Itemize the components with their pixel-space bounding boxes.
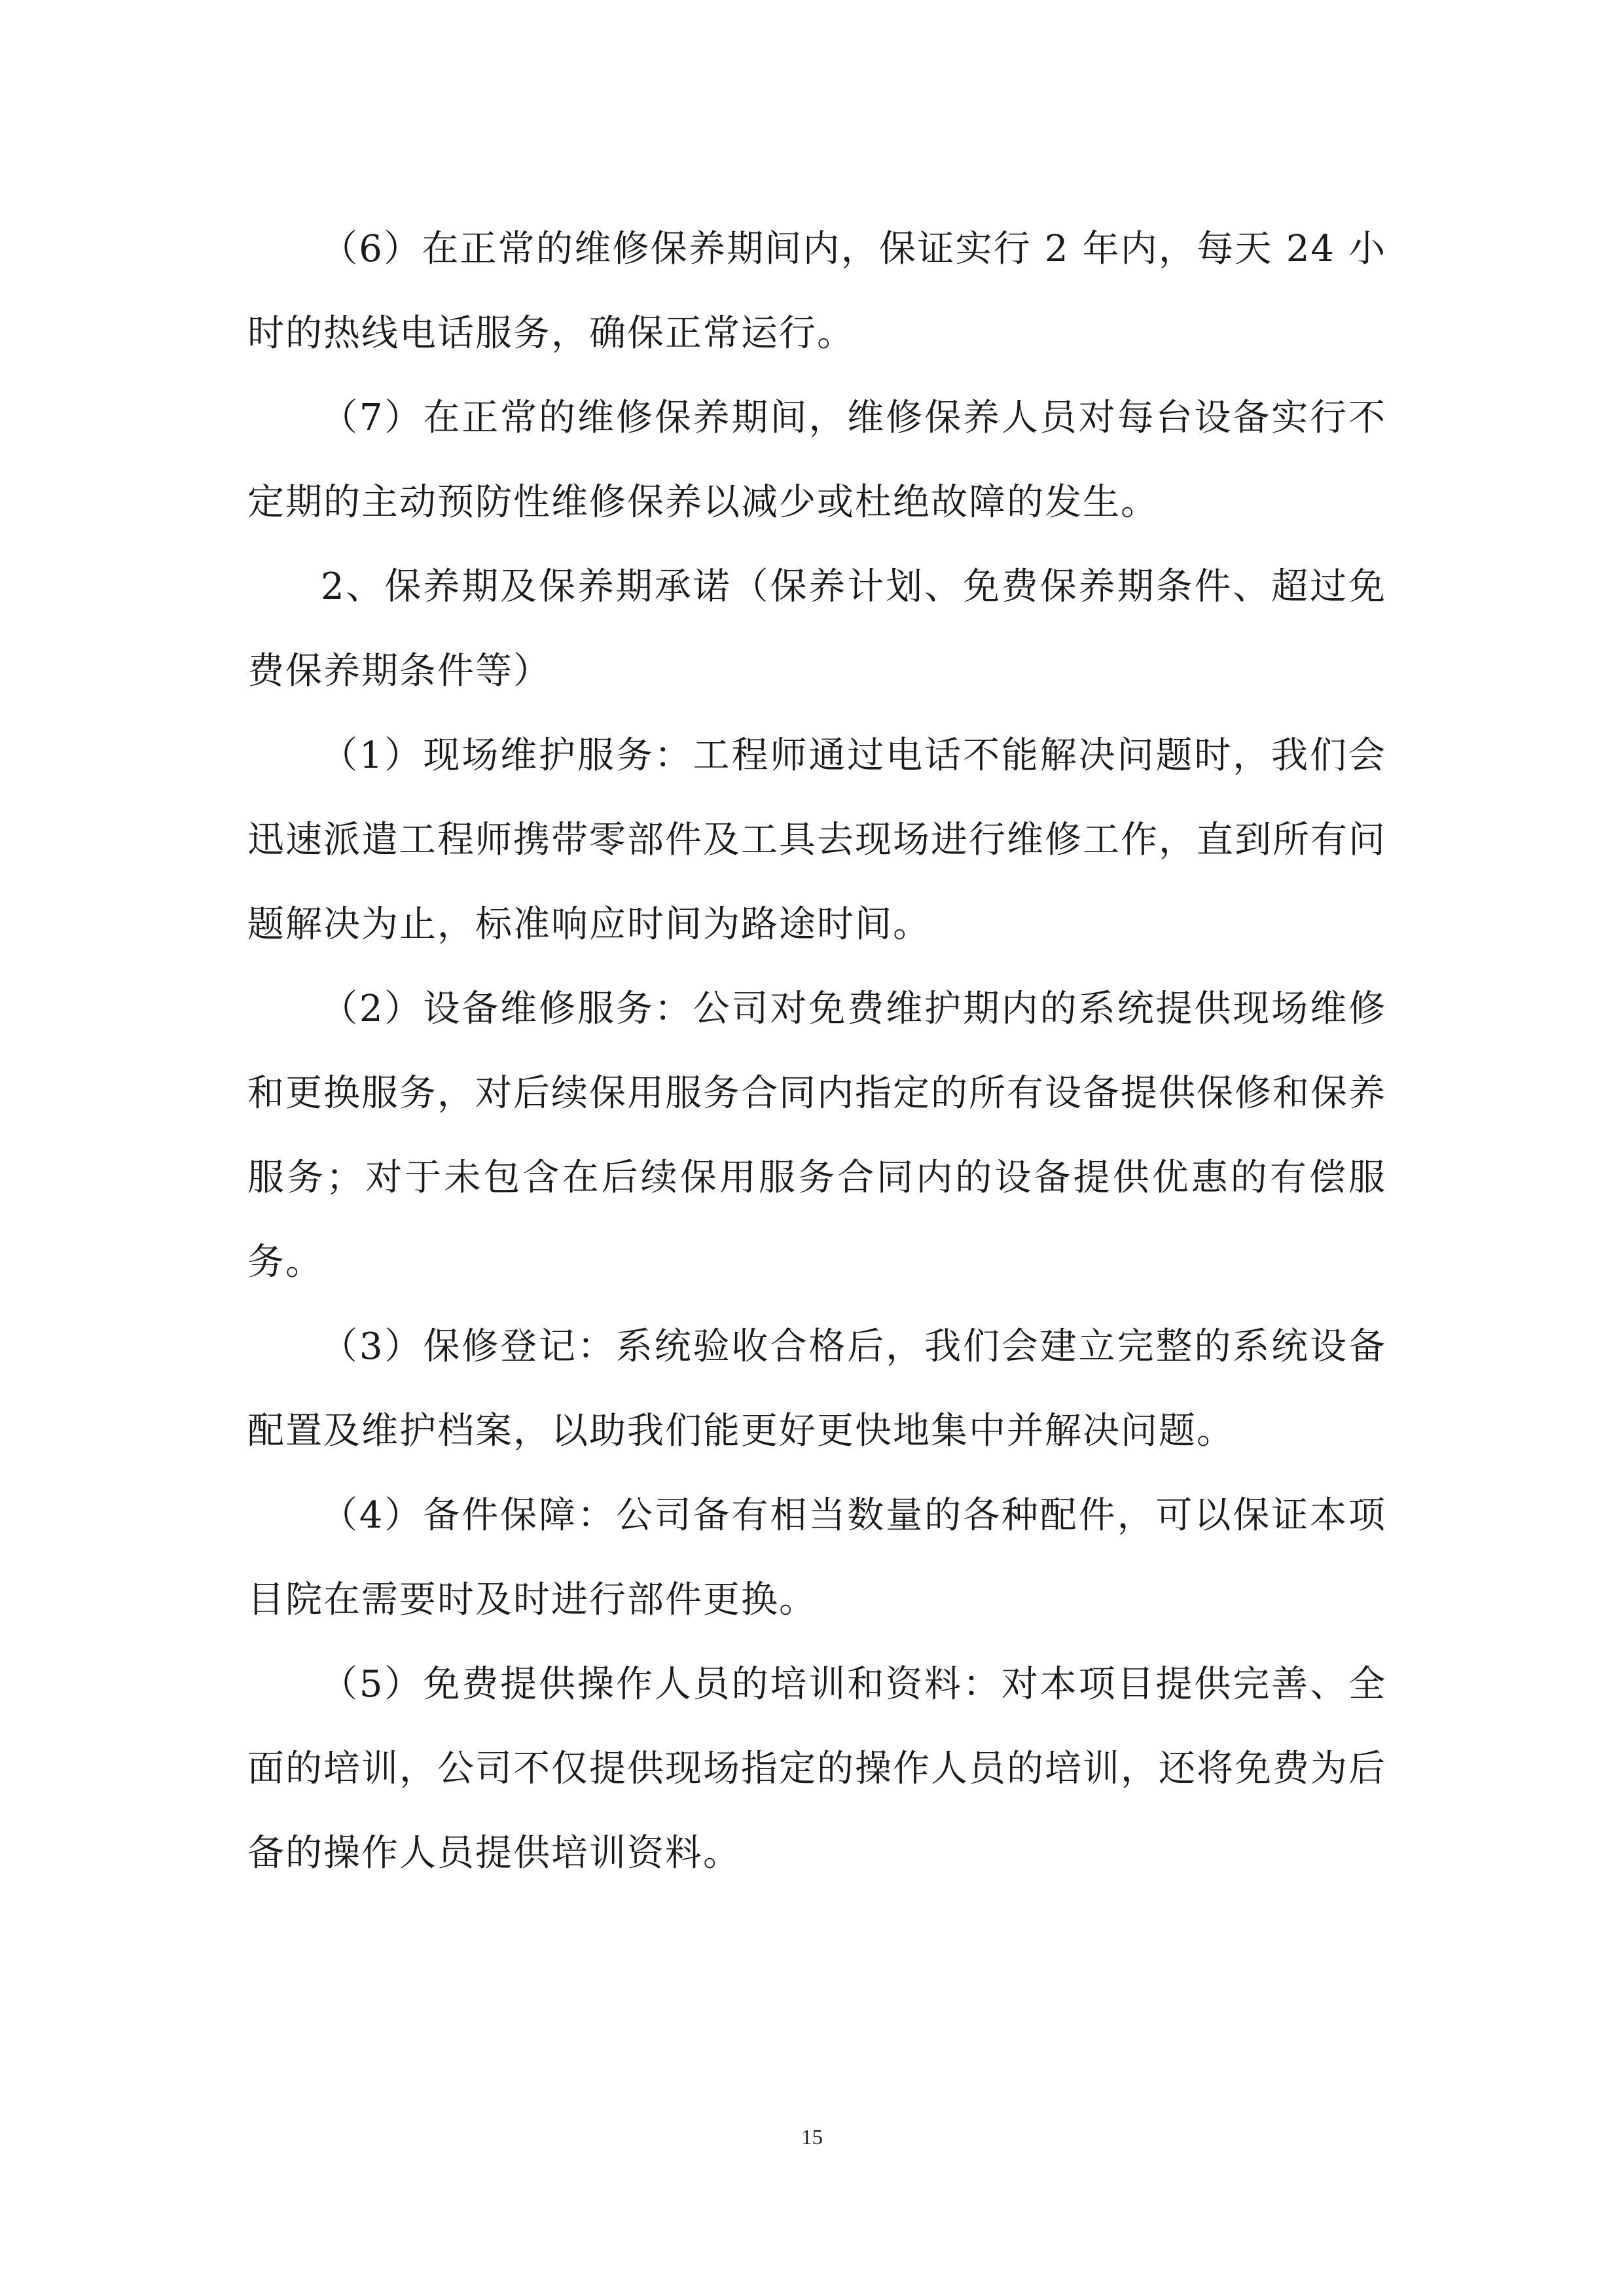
page-number: 15 bbox=[801, 2126, 823, 2149]
paragraph-equipment-repair: （2）设备维修服务：公司对免费维护期内的系统提供现场维修和更换服务，对后续保用服务合同内指定的所有设备提供保修和保养服务；对于未包含在后续保用服务合同内的设备提供优惠的有偿服务。 bbox=[247, 988, 1386, 1283]
paragraph-spare-parts: （4）备件保障：公司备有相当数量的各种配件，可以保证本项目院在需要时及时进行部件更换。 bbox=[247, 1494, 1386, 1621]
section-heading-maintenance-commitment: 2、保养期及保养期承诺（保养计划、免费保养期条件、超过免费保养期条件等） bbox=[247, 565, 1386, 692]
paragraph-operator-training: （5）免费提供操作人员的培训和资料：对本项目提供完善、全面的培训，公司不仅提供现场指定的操作人员的培训，还将免费为后备的操作人员提供培训资料。 bbox=[247, 1663, 1386, 1874]
paragraph-item-7-preventive-maintenance: （7）在正常的维修保养期间，维修保养人员对每台设备实行不定期的主动预防性维修保养以减少或杜绝故障的发生。 bbox=[247, 397, 1386, 524]
paragraph-item-6-hotline: （6）在正常的维修保养期间内，保证实行 2 年内，每天 24 小时的热线电话服务，确保正常运行。 bbox=[247, 228, 1386, 355]
paragraph-warranty-registration: （3）保修登记：系统验收合格后，我们会建立完整的系统设备配置及维护档案，以助我们能更好更快地集中并解决问题。 bbox=[247, 1325, 1386, 1452]
paragraph-onsite-service: （1）现场维护服务：工程师通过电话不能解决问题时，我们会迅速派遣工程师携带零部件及工具去现场进行维修工作，直到所有问题解决为止，标准响应时间为路途时间。 bbox=[247, 734, 1386, 946]
document-body bbox=[247, 207, 1386, 1895]
